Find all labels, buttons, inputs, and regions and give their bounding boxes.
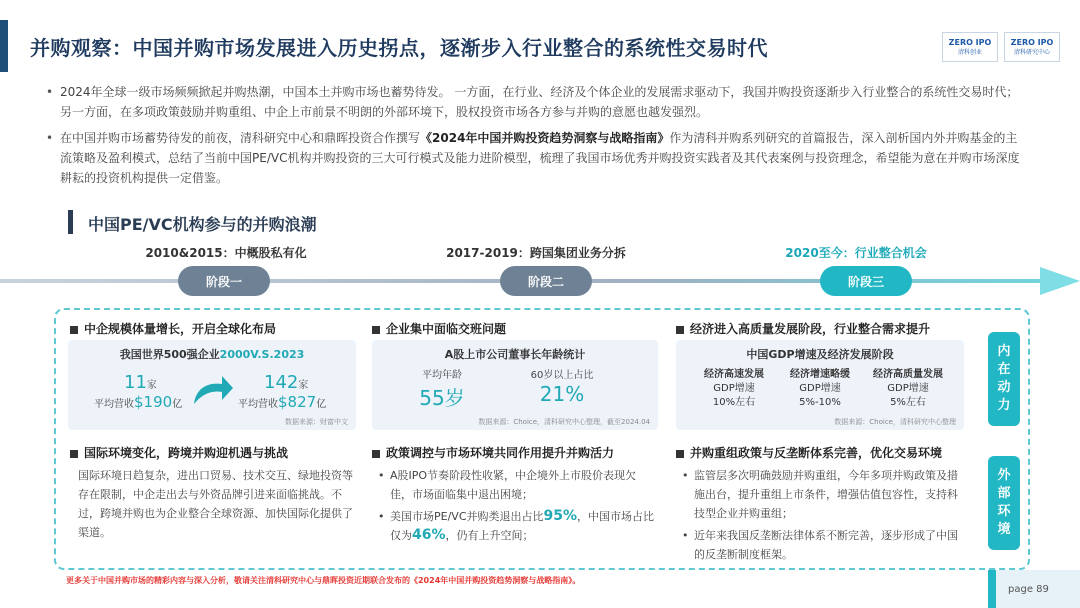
- cell-title: 政策调控与市场环境共同作用提升并购活力: [372, 444, 614, 461]
- logo-top-text: ZERO IPO: [1010, 37, 1054, 47]
- cell-title: 经济进入高质量发展阶段，行业整合需求提升: [676, 320, 930, 337]
- stage-period-1: 2010&2015：中概股私有化: [145, 246, 307, 260]
- gdp-stage-column: 经济增速略缓 GDP增速 5%-10%: [790, 369, 850, 408]
- over60-label: 60岁以上占比: [530, 370, 594, 381]
- cell-title: 并购重组政策与反垄断体系完善，优化交易环境: [676, 444, 942, 461]
- square-bullet-icon: [676, 326, 684, 334]
- square-bullet-icon: [70, 326, 78, 334]
- page-number-box: [988, 570, 1080, 608]
- square-bullet-icon: [372, 450, 380, 458]
- logo-bottom-text: 清科研究中心: [1013, 48, 1050, 56]
- list-item: • 近年来我国反垄断法律体系不断完善，逐步形成了中国的反垄断制度框架。: [682, 526, 966, 564]
- cross-border-paragraph: 国际环境日趋复杂，进出口贸易、技术交互、绿地投资等存在限制，中企走出去与外资品牌引进来面临挑战。不过，跨境并购也为企业整合全球资源、加快国际化提供了渠道。: [78, 469, 353, 539]
- logo-bottom-text: 清科创业: [957, 48, 982, 56]
- zero-ipo-research-logo: [1004, 32, 1060, 62]
- avg-age-label: 平均年龄: [422, 370, 462, 381]
- logo-top-text: ZERO IPO: [948, 37, 992, 47]
- growth-arrow-icon: [192, 374, 234, 406]
- regulation-list: [682, 466, 966, 567]
- external-environment-tag: 外 部 环 境: [988, 456, 1020, 550]
- stage-pill-3: 阶段三: [820, 266, 912, 296]
- bullet-item: [46, 128, 1020, 188]
- stat-box-heading: 我国世界500强企业2000V.S.2023: [119, 348, 305, 361]
- bullet-dot-icon: •: [46, 131, 54, 145]
- company-count-2023: 142家: [264, 372, 309, 393]
- company-count-2000: 11家: [124, 372, 157, 393]
- page-number: page 89: [1008, 584, 1049, 595]
- avg-revenue-2000: 平均营收$190亿: [94, 393, 183, 411]
- timeline-arrow-icon: [1040, 267, 1080, 295]
- data-source: 数据来源：财富中文: [285, 418, 348, 426]
- list-item: • A股IPO节奏阶段性收紧，中企境外上市股价表现欠佳，市场面临集中退出困境；: [378, 466, 658, 504]
- bullet-text-pre: 在中国并购市场蓄势待发的前夜，清科研究中心和鼎晖投资合作撰写: [60, 131, 421, 145]
- section-accent-bar: [68, 210, 73, 234]
- bullet-item: [46, 82, 1020, 122]
- policy-list: [378, 466, 658, 548]
- logo-group: [942, 32, 1060, 62]
- bullet-text-post: 作为清科并购系列研究的首篇报告，深入剖析国内外并购基金的主流策略及盈利模式，总结了当前中国PE/VC机构并购投资的三大可行模式及能力进阶模型，梳理了我国市场优秀并购投资实践者及其代表案例与投资理念，希望能为意在并购市场深度耕耘的投资机构提供一定借鉴。: [60, 131, 1020, 185]
- square-bullet-icon: [372, 326, 380, 334]
- gdp-stage-column: 经济高速发展 GDP增速 10%左右: [704, 369, 764, 408]
- cell-title: 中企规模体量增长，开启全球化布局: [70, 320, 276, 337]
- square-bullet-icon: [70, 450, 78, 458]
- gdp-stage-column: 经济高质量发展 GDP增速 5%左右: [873, 369, 943, 408]
- page-accent-bar: [988, 570, 996, 608]
- stage-period-2: 2017-2019：跨国集团业务分拆: [446, 246, 626, 260]
- title-accent-bar: [0, 20, 8, 72]
- bullet-text: 2024年全球一级市场频频掀起并购热潮，中国本土并购市场也蓄势待发。 一方面，在行业、经济及个体企业的发展需求驱动下，我国并购投资逐渐步入行业整合的系统性交易时代；另一方面，在多项政策鼓励并购重组、中企上市前景不明朗的外部环境下，股权投资市场各方参与并购的意愿也越发强烈。: [60, 85, 1019, 119]
- intro-bullets: [46, 82, 1020, 194]
- internal-driver-tag: 内 在 动 力: [988, 332, 1020, 426]
- stage-pill-1: 阶段一: [178, 266, 270, 296]
- footnote: 更多关于中国并购市场的精彩内容与深入分析，敬请关注清科研究中心与鼎晖投资近期联合发布的《2024年中国并购投资趋势洞察与战略指南》。: [66, 576, 581, 585]
- page-title: 并购观察：中国并购市场发展进入历史拐点，逐渐步入行业整合的系统性交易时代: [30, 36, 768, 60]
- data-source: 数据来源：Choice，清科研究中心整理，截至2024.04: [478, 418, 650, 426]
- bullet-dot-icon: •: [46, 85, 54, 99]
- section-title: 中国PE/VC机构参与的并购浪潮: [88, 215, 317, 234]
- cell-title: 国际环境变化，跨境并购迎机遇与挑战: [70, 444, 288, 461]
- stat-box-heading: 中国GDP增速及经济发展阶段: [746, 348, 894, 361]
- report-name: 《2024年中国并购投资趋势洞察与战略指南》: [420, 131, 670, 145]
- stage-period-3: 2020至今：行业整合机会: [785, 246, 927, 260]
- data-source: 数据来源：Choice，清科研究中心整理: [834, 418, 956, 426]
- over60-value: 21%: [539, 382, 585, 406]
- stage-pill-2: 阶段二: [500, 266, 592, 296]
- avg-revenue-2023: 平均营收$827亿: [238, 393, 327, 411]
- square-bullet-icon: [676, 450, 684, 458]
- stat-box-heading: A股上市公司董事长年龄统计: [444, 348, 586, 361]
- avg-age-value: 55岁: [419, 386, 465, 410]
- list-item: • 美国市场PE/VC并购类退出占比95%，中国市场占比仅为46%，仍有上升空间；: [378, 507, 658, 545]
- cell-title: 企业集中面临交班问题: [372, 320, 506, 337]
- list-item: • 监管层多次明确鼓励并购重组，今年多项并购政策及措施出台，提升重组上市条件，增强估值包容性，支持科技型企业并购重组；: [682, 466, 966, 523]
- zero-ipo-logo: [942, 32, 998, 62]
